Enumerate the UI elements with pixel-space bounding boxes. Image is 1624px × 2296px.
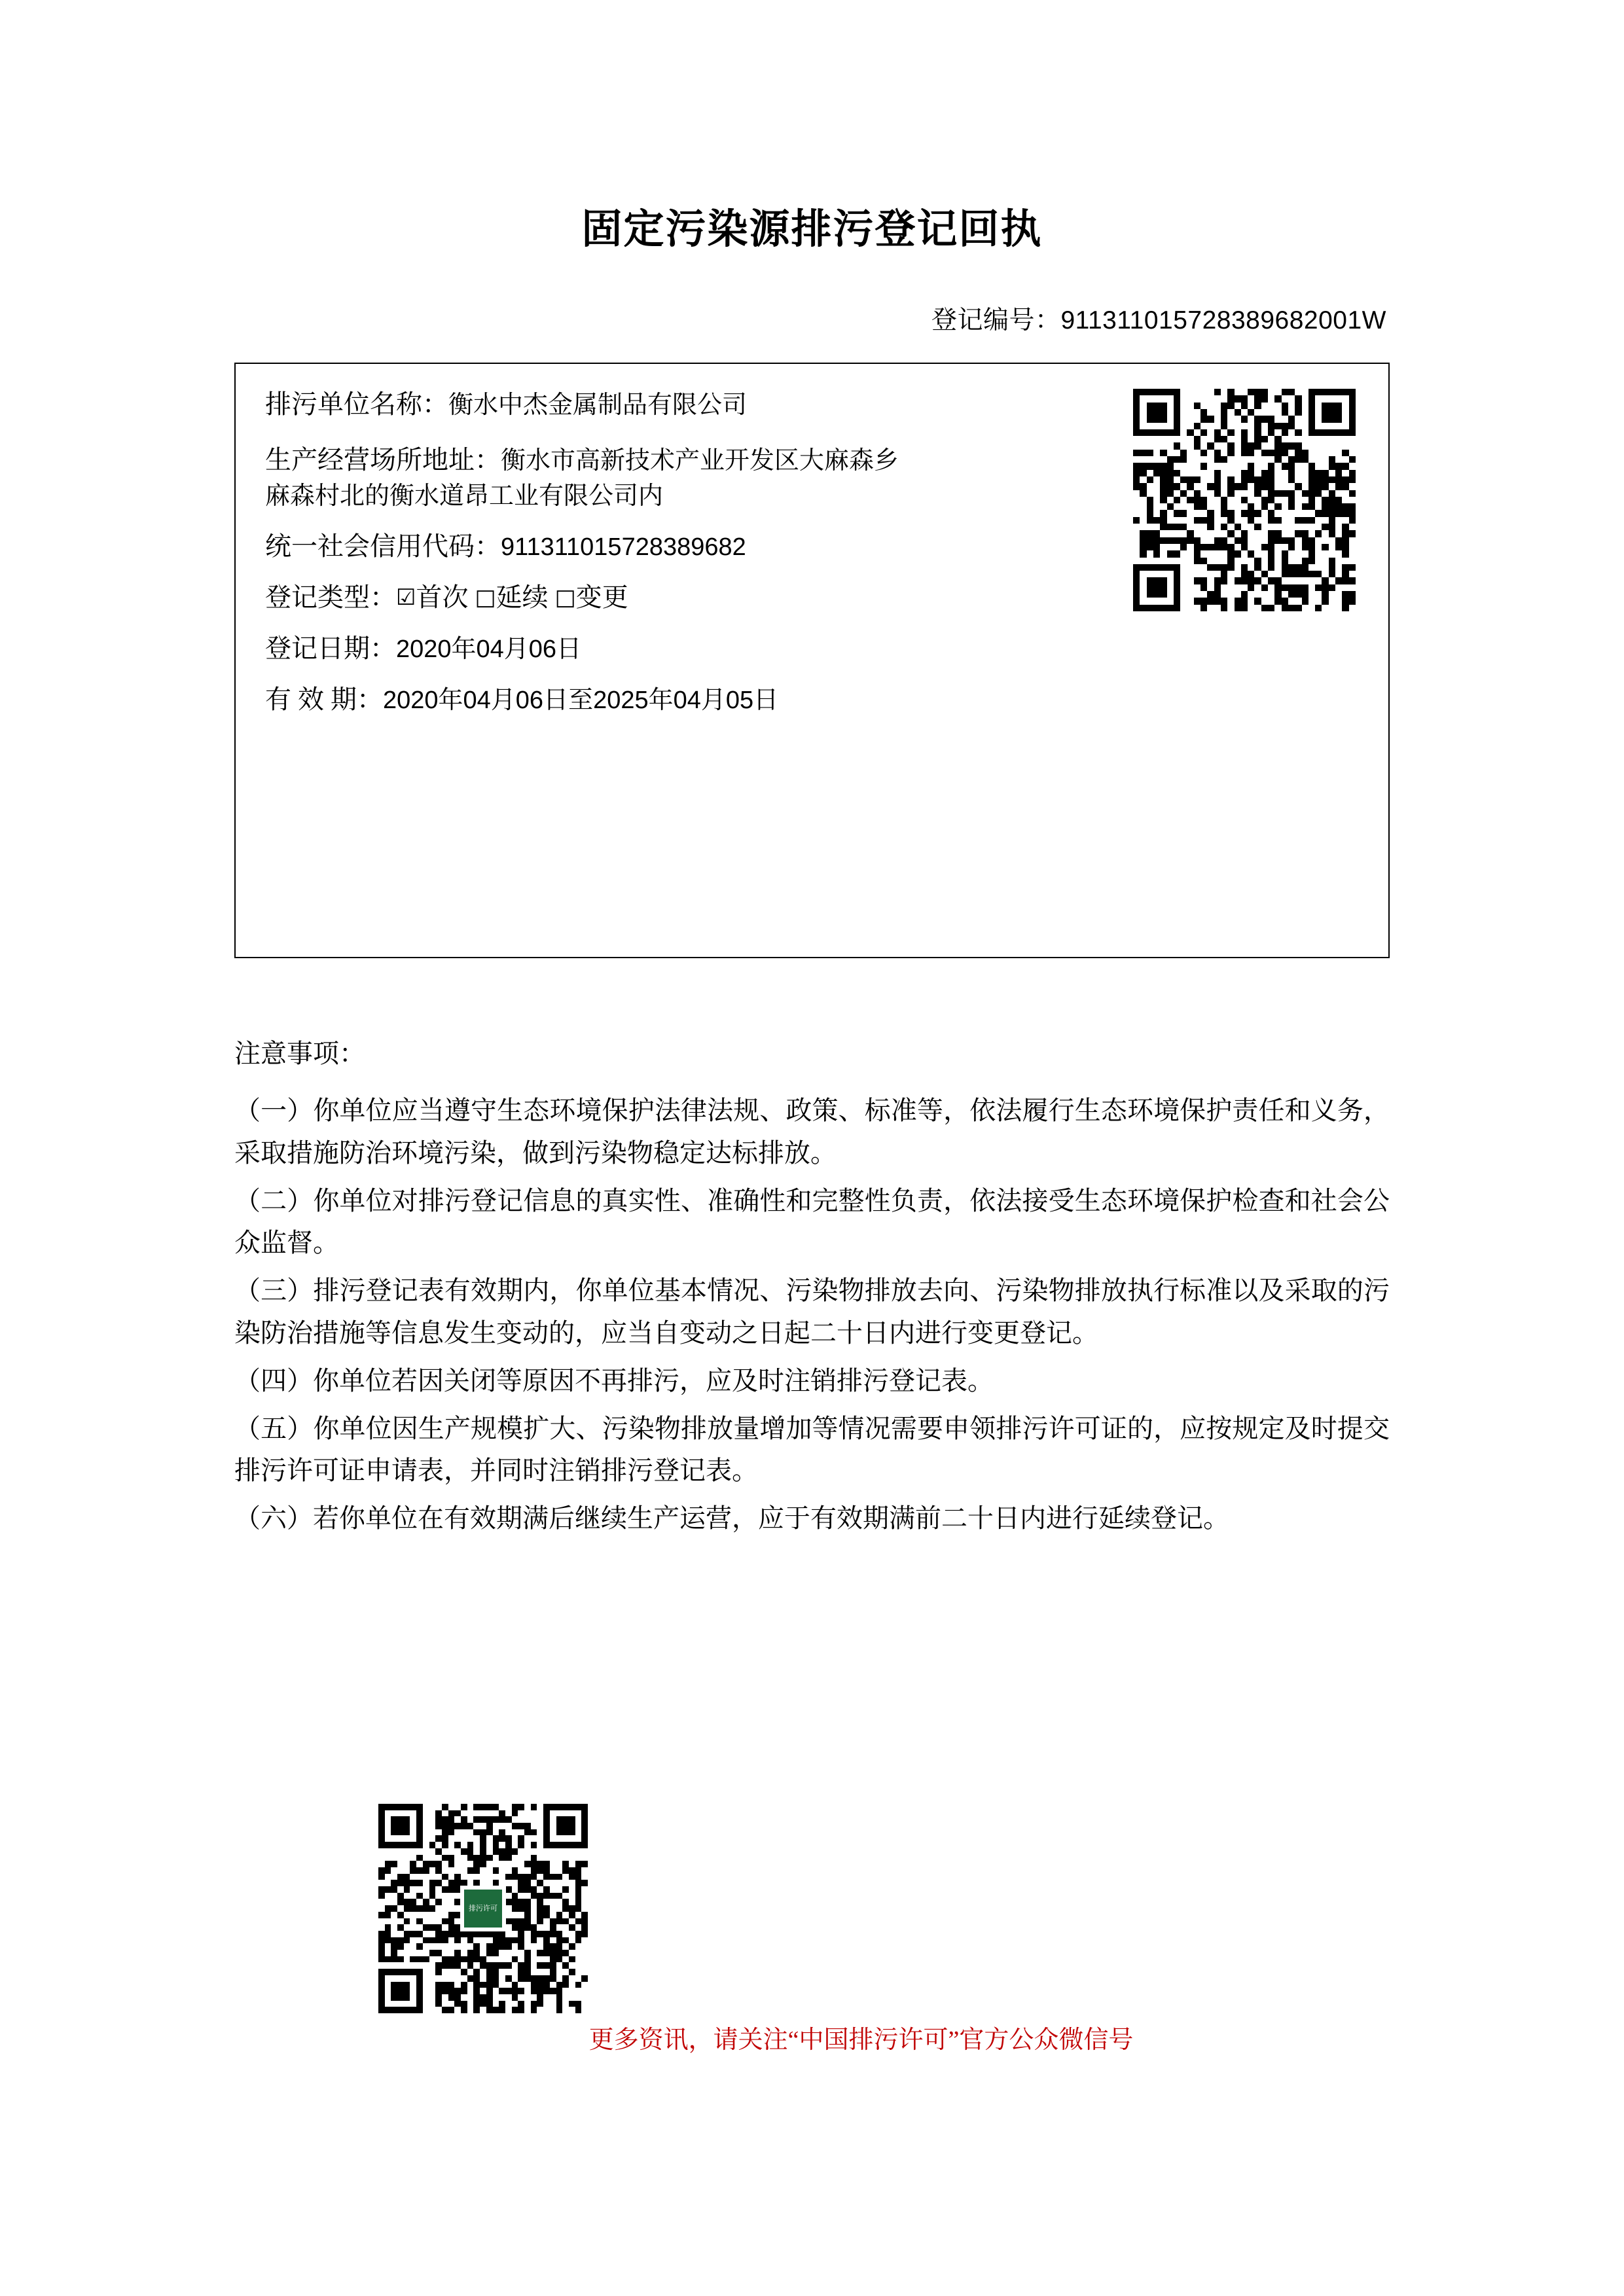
note-item: （四）你单位若因关闭等原因不再排污，应及时注销排污登记表。 — [234, 1365, 994, 1395]
qr-center-logo — [460, 1886, 506, 1931]
credit-code-row — [265, 533, 1155, 560]
qr-logo-text: 排污许可 — [464, 1890, 502, 1928]
promo-text-wrapper — [0, 2019, 1624, 2055]
note-item: （五）你单位因生产规模扩大、污染物排放量增加等情况需要申领排污许可证的，应按规定及时提交排污许可证申请表，并同时注销排污登记表。 — [234, 1413, 1390, 1486]
registration-info-box — [234, 363, 1390, 958]
wechat-official-qr-code — [378, 1804, 588, 2013]
registration-qr-code — [1133, 389, 1356, 611]
validity-value: 2020年04月06日至2025年04月05日 — [383, 686, 779, 714]
validity-row — [265, 684, 1155, 714]
unit-name-row — [265, 391, 1155, 418]
registration-info-lines — [265, 391, 1155, 713]
unit-name-value: 衡水中杰金属制品有限公司 — [448, 391, 748, 419]
notes-section — [234, 1033, 1390, 1545]
note-item: （六）若你单位在有效期满后继续生产运营，应于有效期满前二十日内进行延续登记。 — [234, 1503, 1229, 1534]
checkbox-first-time[interactable]: ☑ — [396, 584, 416, 611]
registration-number: 登记编号：911311015728389682001W — [931, 306, 1386, 334]
option-label-first-time: 首次 — [416, 582, 469, 612]
address-value-line2: 麻森村北的衡水道昂工业有限公司内 — [265, 482, 664, 511]
promo-text: 更多资讯，请关注“中国排污许可”官方公众微信号 — [588, 2026, 1134, 2054]
address-label: 生产经营场所地址： — [265, 445, 501, 475]
unit-name-label: 排污单位名称： — [265, 389, 448, 419]
note-item: （二）你单位对排污登记信息的真实性、准确性和完整性负责，依法接受生态环境保护检查和社会公众监督。 — [234, 1185, 1390, 1258]
checkbox-renewal[interactable]: □ — [475, 584, 496, 611]
note-item: （一）你单位应当遵守生态环境保护法律法规、政策、标准等，依法履行生态环境保护责任和义务，采取措施防治环境污染，做到污染物稳定达标排放。 — [234, 1096, 1390, 1168]
validity-label: 有 效 期： — [265, 684, 383, 714]
page-title: 固定污染源排污登记回执 — [581, 207, 1043, 252]
notes-title: 注意事项： — [234, 1039, 365, 1068]
address-value-line1: 衡水市高新技术产业开发区大麻森乡 — [501, 447, 899, 475]
registration-type-label: 登记类型： — [265, 582, 396, 612]
registration-date-value: 2020年04月06日 — [396, 635, 582, 663]
credit-code-value: 911311015728389682 — [501, 533, 746, 561]
note-item: （三）排污登记表有效期内，你单位基本情况、污染物排放去向、污染物排放执行标准以及采取的污染防治措施等信息发生变动的，应当自变动之日起二十日内进行变更登记。 — [234, 1276, 1390, 1348]
credit-code-label: 统一社会信用代码： — [265, 531, 501, 561]
option-label-change: 变更 — [575, 582, 628, 612]
registration-date-row — [265, 633, 1155, 663]
option-label-renewal: 延续 — [496, 582, 549, 612]
registration-date-label: 登记日期： — [265, 633, 396, 663]
checkbox-change[interactable]: □ — [554, 584, 576, 611]
address-row — [265, 442, 1155, 514]
registration-type-row — [265, 584, 1155, 611]
